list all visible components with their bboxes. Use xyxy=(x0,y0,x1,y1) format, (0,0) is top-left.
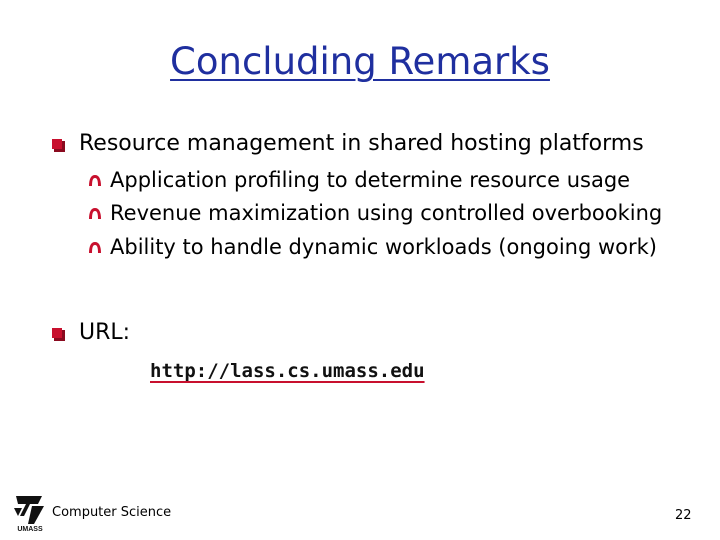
department-label: Computer Science xyxy=(52,505,172,520)
bullet-text: Resource management in shared hosting platforms xyxy=(79,131,644,156)
lab-url-link[interactable]: http://lass.cs.umass.edu xyxy=(150,360,425,382)
umass-logo xyxy=(12,494,48,532)
sub-bullet-icon xyxy=(88,207,102,220)
square-bullet-icon xyxy=(52,328,65,341)
logo-text: UMASS xyxy=(17,526,43,532)
sub-bullet-text: Revenue maximization using controlled overbooking xyxy=(110,201,663,225)
sub-bullet-icon xyxy=(88,174,102,187)
sub-bullet-icon xyxy=(88,241,102,254)
slide-title: Concluding Remarks xyxy=(170,40,550,83)
bullet-text: URL: xyxy=(79,320,131,345)
sub-bullet-text: Ability to handle dynamic workloads (ongoing work) xyxy=(110,235,657,259)
square-bullet-icon xyxy=(52,139,65,152)
page-number: 22 xyxy=(675,508,692,523)
sub-bullet-text: Application profiling to determine resource usage xyxy=(110,168,631,192)
